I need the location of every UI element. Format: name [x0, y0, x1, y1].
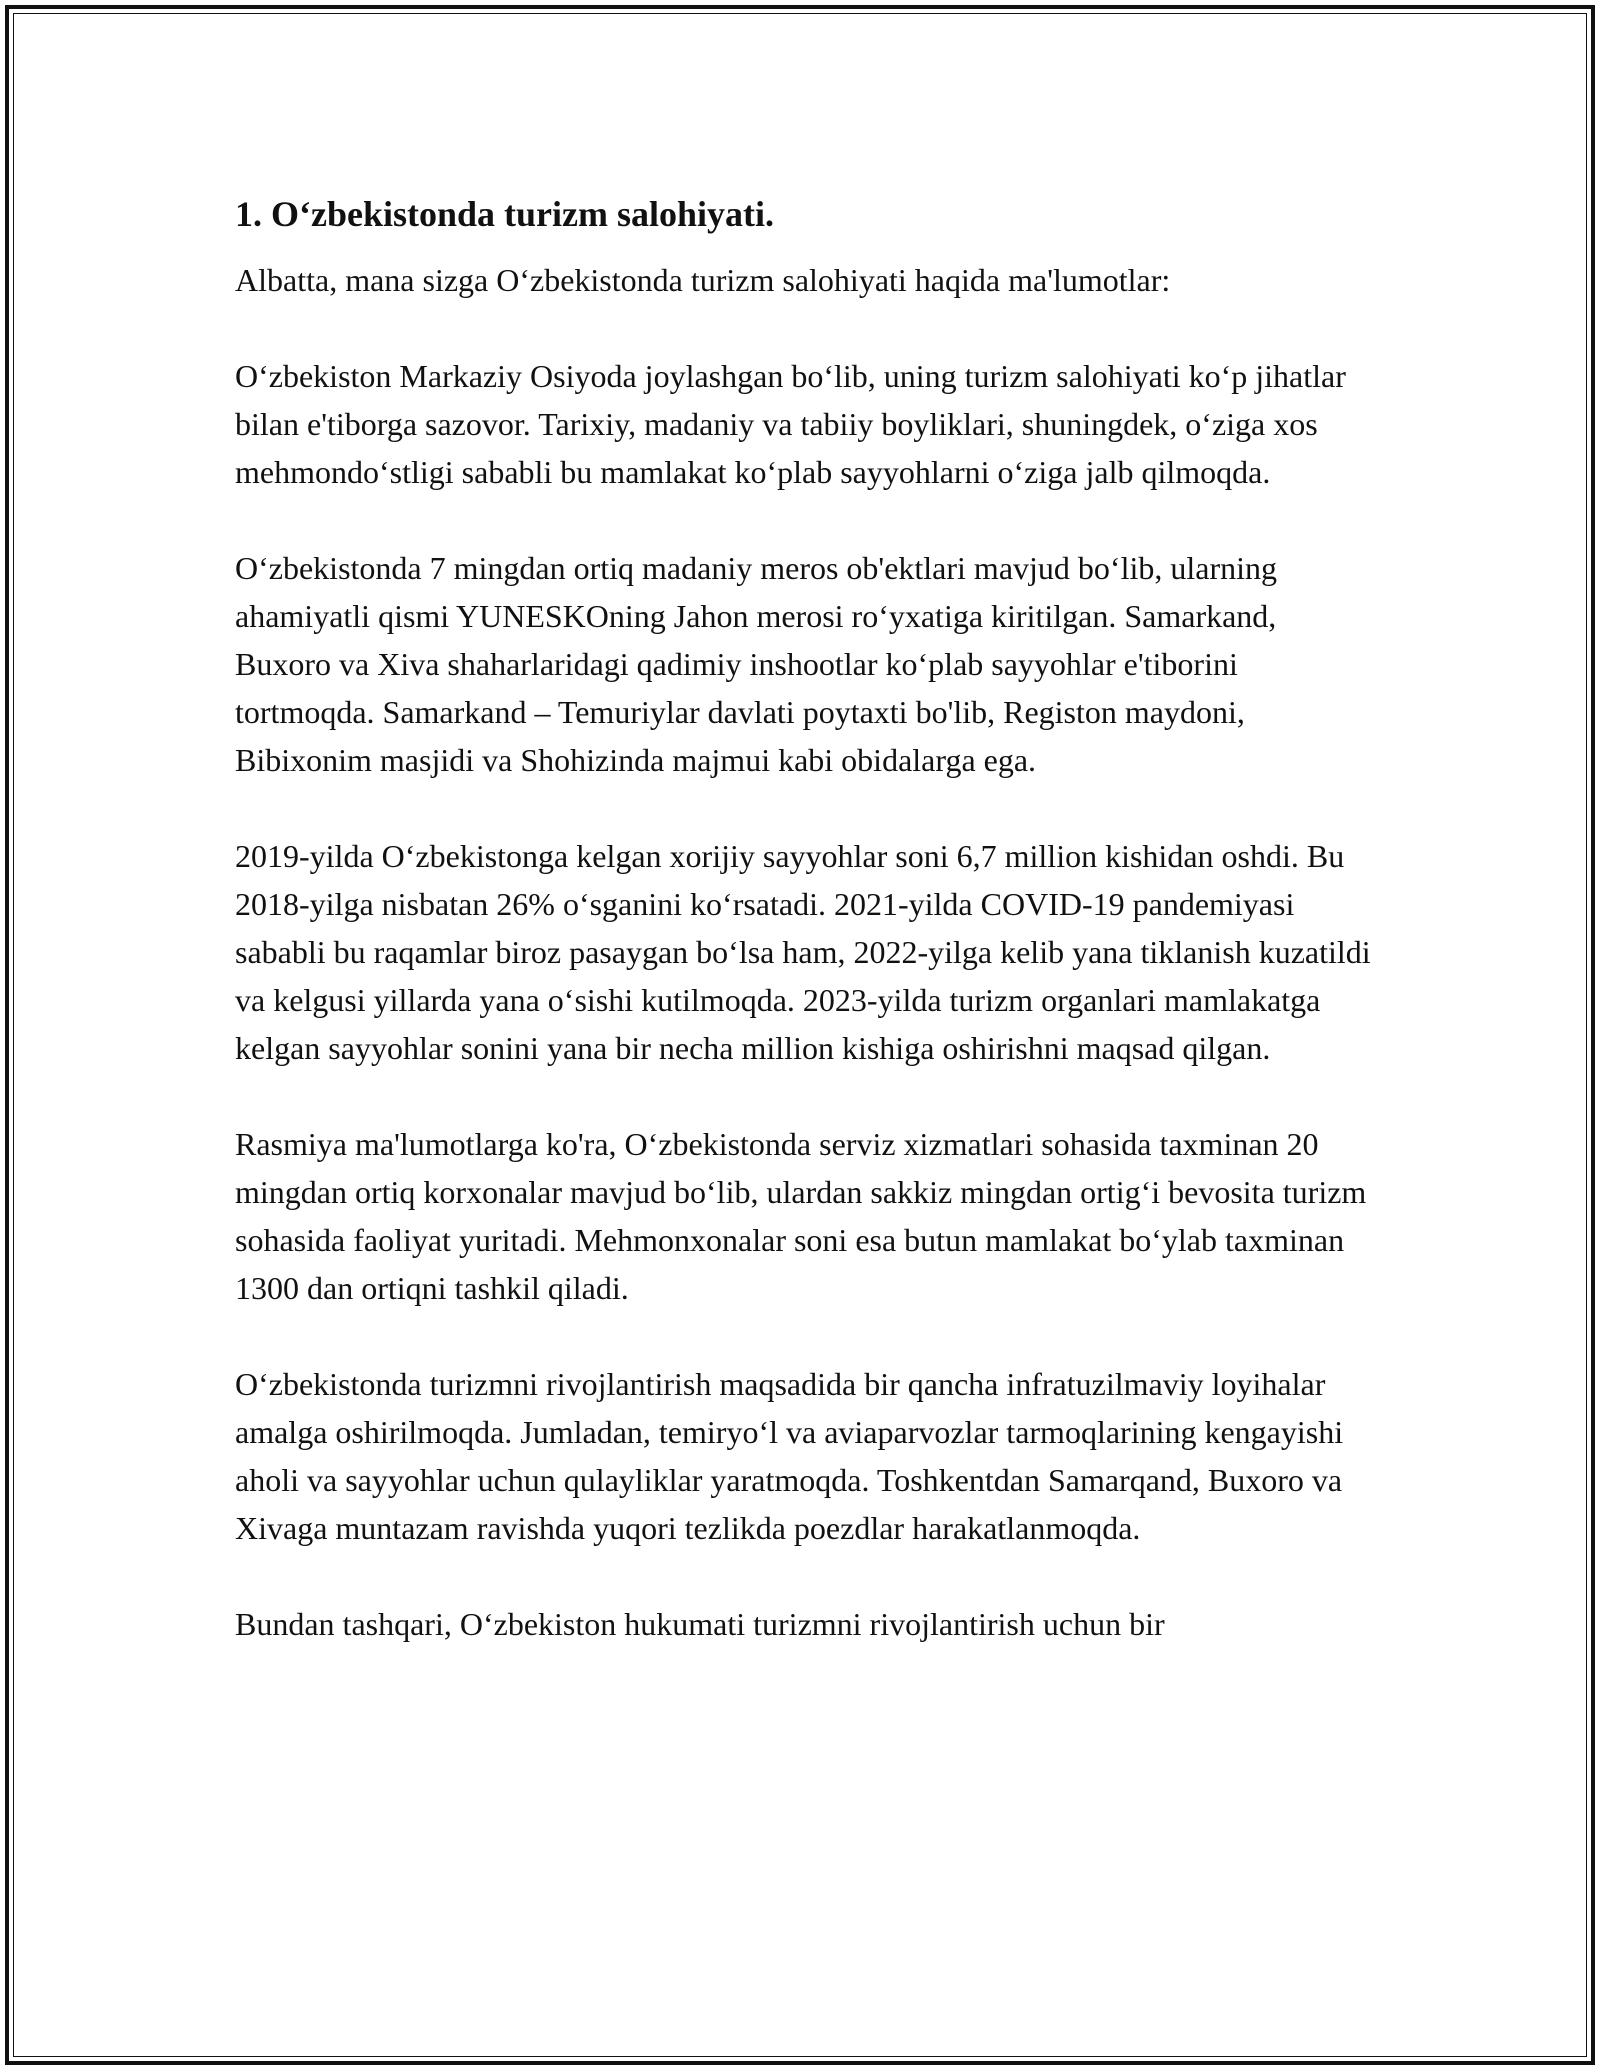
paragraph-heritage: O‘zbekistonda 7 mingdan ortiq madaniy meros ob'ektlari mavjud bo‘lib, ularning ahamiyatli qismi YUNESKOning Jahon merosi ro‘yxatiga kiritilgan. Samarkand, Buxoro va Xiva shaharlaridagi qadimiy inshootlar ko‘plab sayyohlar e'tiborini tortmoqda. Samarkand – Temuriylar davlati poytaxti bo'lib, Registon maydoni, Bibixonim masjidi va Shohizinda majmui kabi obidalarga ega. [235, 550, 1277, 778]
paragraph-services: Rasmiya ma'lumotlarga ko'ra, O‘zbekistonda serviz xizmatlari sohasida taxminan 20 mingdan ortiq korxonalar mavjud bo‘lib, ulardan sakkiz mingdan ortig‘i bevosita turizm sohasida faoliyat yuritadi. Mehmonxonalar soni esa butun mamlakat bo‘ylab taxminan 1300 dan ortiqni tashkil qiladi. [235, 1126, 1367, 1306]
intro-paragraph: Albatta, mana sizga O‘zbekistonda turizm salohiyati haqida ma'lumotlar: [235, 262, 1171, 298]
paragraph-overview: O‘zbekiston Markaziy Osiyoda joylashgan bo‘lib, uning turizm salohiyati ko‘p jihatlar bilan e'tiborga sazovor. Tarixiy, madaniy va tabiiy boyliklari, shuningdek, o‘ziga xos mehmondo‘stligi sababli bu mamlakat ko‘plab sayyohlarni o‘ziga jalb qilmoqda. [235, 358, 1346, 490]
paragraph-statistics: 2019-yilda O‘zbekistonga kelgan xorijiy sayyohlar soni 6,7 million kishidan oshdi. Bu 2018-yilga nisbatan 26% o‘sganini ko‘rsatadi. 2021-yilda COVID-19 pandemiyasi sababli bu raqamlar biroz pasaygan bo‘lsa ham, 2022-yilga kelib yana tiklanish kuzatildi va kelgusi yillarda yana o‘sishi kutilmoqda. 2023-yilda turizm organlari mamlakatga kelgan sayyohlar sonini yana bir necha million kishiga oshirishni maqsad qilgan. [235, 838, 1371, 1066]
document-body [235, 188, 1375, 1696]
paragraph-continuation: Bundan tashqari, O‘zbekiston hukumati turizmni rivojlantirish uchun bir [235, 1606, 1165, 1642]
section-heading: 1. O‘zbekistonda turizm salohiyati. [235, 194, 775, 234]
paragraph-infrastructure: O‘zbekistonda turizmni rivojlantirish maqsadida bir qancha infratuzilmaviy loyihalar amalga oshirilmoqda. Jumladan, temiryo‘l va aviaparvozlar tarmoqlarining kengayishi aholi va sayyohlar uchun qulayliklar yaratmoqda. Toshkentdan Samarqand, Buxoro va Xivaga muntazam ravishda yuqori tezlikda poezdlar harakatlanmoqda. [235, 1366, 1344, 1546]
